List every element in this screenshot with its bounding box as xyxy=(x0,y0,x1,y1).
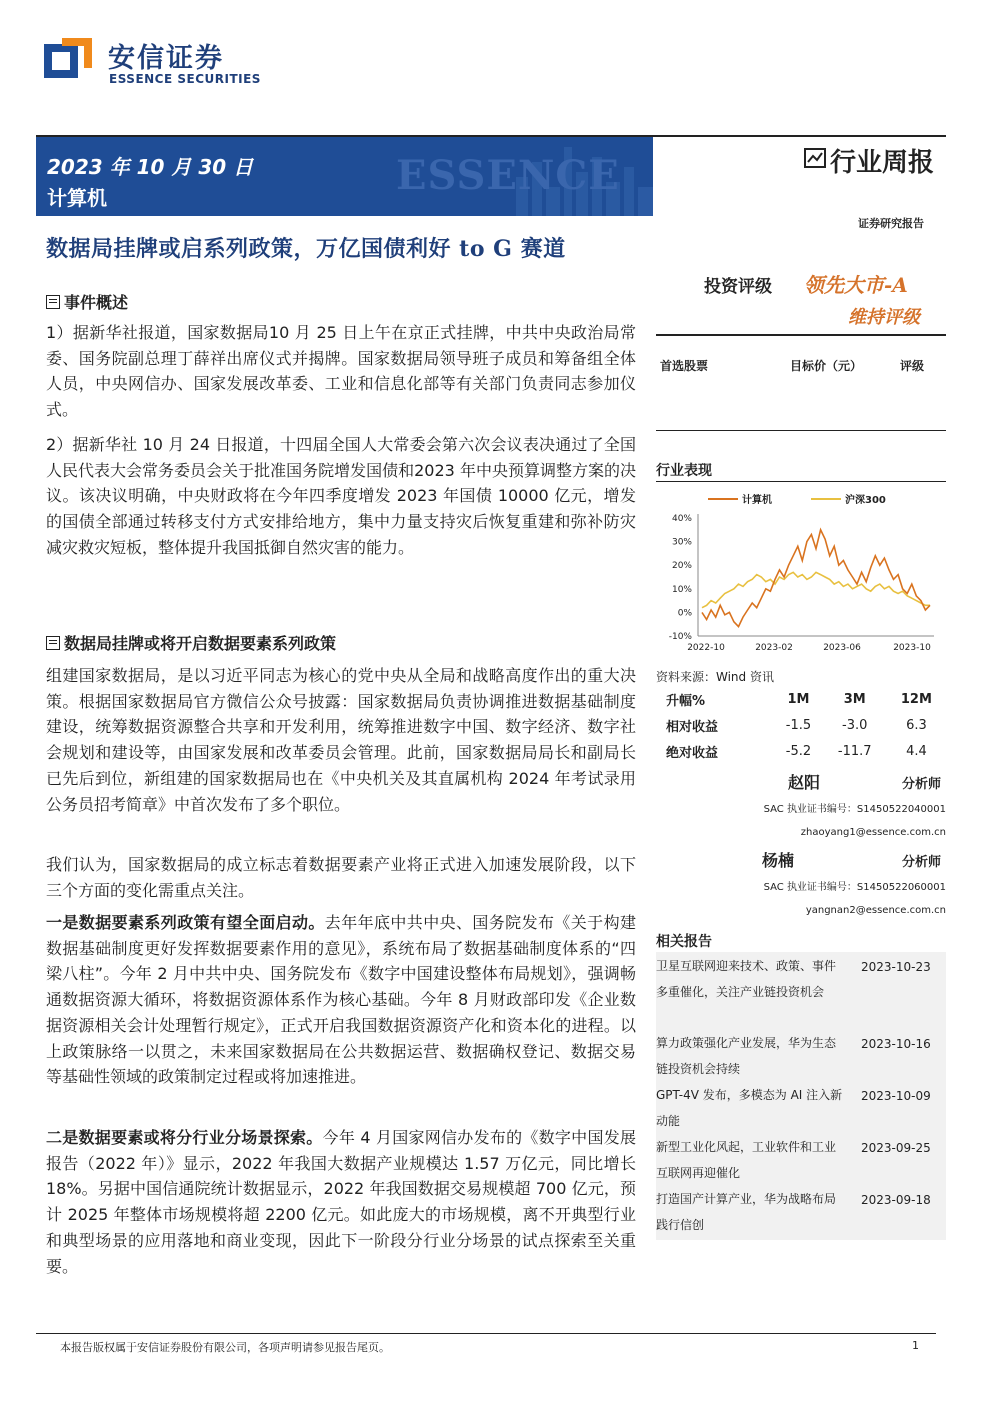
table-cell: 4.4 xyxy=(906,743,927,759)
related-report-date: 2023-10-09 xyxy=(861,1089,931,1103)
report-sector: 计算机 xyxy=(47,186,107,210)
rating-value: 领先大市-A xyxy=(804,273,908,297)
report-kind: 证券研究报告 xyxy=(858,217,924,230)
analyst-title: 分析师 xyxy=(902,777,942,792)
table-cell: 6.3 xyxy=(906,717,927,733)
paragraph: 1）据新华社报道，国家数据局10 月 25 日上午在京正式挂牌，中共中央政治局常委、国务院副总理丁薛祥出席仪式并揭牌。国家数据局领导班子成员和筹备组全体人员，中央网信办、国家发展改革委、工业和信息化部等有关部门负责同志参加仪式。 xyxy=(46,323,636,420)
rating-label: 投资评级 xyxy=(704,277,772,297)
analyst-cert: SAC 执业证书编号：S1450522060001 xyxy=(763,882,946,893)
section-icon xyxy=(46,636,60,650)
divider xyxy=(656,481,946,482)
related-report-date: 2023-10-23 xyxy=(861,960,931,974)
section-heading-events: 事件概述 xyxy=(46,290,128,313)
page-title: 数据局挂牌或启系列政策，万亿国债利好 to G 赛道 xyxy=(46,236,566,262)
table-header: 升幅% xyxy=(666,693,706,709)
related-report-title[interactable]: 打造国产计算产业，华为战略布局践行信创 xyxy=(656,1192,837,1232)
table-cell: -5.2 xyxy=(785,743,812,759)
y-tick-label: -10% xyxy=(668,632,692,642)
stock-col-name: 首选股票 xyxy=(660,359,709,373)
divider xyxy=(656,430,946,431)
table-row xyxy=(656,686,946,712)
analyst-name: 杨楠 xyxy=(762,851,795,870)
legend-label: 沪深300 xyxy=(845,495,886,506)
logo-icon xyxy=(44,38,92,86)
paragraph-lead: 一是数据要素系列政策有望全面启动。 xyxy=(46,913,325,932)
section-heading-data-bureau: 数据局挂牌或将开启数据要素系列政策 xyxy=(46,631,336,654)
analyst-title: 分析师 xyxy=(902,855,942,870)
x-tick-label: 2022-10 xyxy=(687,643,725,653)
related-heading: 相关报告 xyxy=(656,934,712,950)
page-number: 1 xyxy=(912,1339,919,1352)
table-cell: -11.7 xyxy=(837,743,872,759)
x-tick-label: 2023-06 xyxy=(823,643,861,653)
logo-name-en: ESSENCE SECURITIES xyxy=(109,72,261,86)
report-type: 行业周报 xyxy=(830,148,935,178)
table-header: 1M xyxy=(787,691,810,707)
divider xyxy=(656,334,946,336)
analyst-email[interactable]: zhaoyang1@essence.com.cn xyxy=(800,827,946,838)
y-tick-label: 30% xyxy=(671,537,692,548)
table-cell: 相对收益 xyxy=(666,719,719,735)
legend-label: 计算机 xyxy=(742,495,772,506)
y-tick-label: 40% xyxy=(671,514,692,524)
related-report-title[interactable]: 卫星互联网迎来技术、政策、事件多重催化，关注产业链投资机会 xyxy=(656,959,837,999)
table-row xyxy=(656,738,946,764)
related-report-title[interactable]: 算力政策强化产业发展，华为生态链投资机会持续 xyxy=(656,1036,837,1076)
related-report-title[interactable]: GPT-4V 发布，多模态为 AI 注入新动能 xyxy=(656,1088,843,1128)
x-tick-label: 2023-02 xyxy=(755,643,793,653)
returns-table xyxy=(656,686,946,764)
logo-name-cn: 安信证券 xyxy=(108,43,224,74)
y-tick-label: 10% xyxy=(671,584,692,595)
paragraph: 组建国家数据局，是以习近平同志为核心的党中央从全局和战略高度作出的重大决策。根据国家数据局官方微信公众号披露：国家数据局负责协调推进数据基础制度建设，统筹数据资源整合共享和开发利用，统筹推进数字中国、数字经济、数字社会规划和建设等，由国家发展和改革委员会管理。此前，国家数据局局长和副局长已先后到位，新组建的国家数据局也在《中央机关及其直属机构 2024 年考试录用公务员招考简章》中首次发布了多个职位。 xyxy=(46,666,636,814)
data-source: 资料来源：Wind 资讯 xyxy=(656,670,774,684)
report-date: 2023 年 10 月 30 日 xyxy=(47,155,254,179)
table-cell: -1.5 xyxy=(785,717,812,733)
performance-chart xyxy=(656,484,938,662)
x-tick-label: 2023-10 xyxy=(893,643,931,653)
y-tick-label: 0% xyxy=(677,608,692,619)
rating-status: 维持评级 xyxy=(848,307,920,328)
table-header: 12M xyxy=(900,691,932,707)
paragraph: 一是数据要素系列政策有望全面启动。去年年底中共中央、国务院发布《关于构建数据基础制度更好发挥数据要素作用的意见》，系统布局了数据基础制度体系的“四梁八柱”。今年 2 月中共中央、国务院发布《数字中国建设整体布局规划》，强调畅通数据资源大循环，将数据资源体系作为核心基础。今年 8 月财政部印发《企业数据资源相关会计处理暂行规定》，正式开启我国数据资源资产化和资本化的进程。以上政策脉络一以贯之，未来国家数据局在公共数据运营、数据确权登记、数据交易等基础性领域的政策制定过程或将加速推进。 xyxy=(46,913,636,1087)
related-report-date: 2023-09-25 xyxy=(861,1141,931,1155)
table-header: 3M xyxy=(843,691,866,707)
banner-watermark: ESSENCE xyxy=(396,152,620,199)
paragraph-lead: 二是数据要素或将分行业分场景探索。 xyxy=(46,1128,323,1147)
section-icon xyxy=(46,295,60,309)
paragraph: 我们认为，国家数据局的成立标志着数据要素产业将正式进入加速发展阶段，以下三个方面的变化需重点关注。 xyxy=(46,855,636,900)
paragraph: 2）据新华社 10 月 24 日报道，十四届全国人大常委会第六次会议表决通过了全国人民代表大会常务委员会关于批准国务院增发国债和2023 年中央预算调整方案的决议。该决议明确，中央财政将在今年四季度增发 2023 年国债 10000 亿元，增发的国债全部通过转移支付方式安排给地方，集中力量支持灾后恢复重建和弥补防灾减灾救灾短板，整体提升我国抵御自然灾害的能力。 xyxy=(46,435,636,557)
table-row xyxy=(656,712,946,738)
footer-divider xyxy=(36,1333,936,1334)
performance-heading: 行业表现 xyxy=(656,463,712,479)
analyst-email[interactable]: yangnan2@essence.com.cn xyxy=(805,905,946,916)
related-report-title[interactable]: 新型工业化风起，工业软件和工业互联网再迎催化 xyxy=(656,1140,837,1180)
table-cell: 绝对收益 xyxy=(666,745,719,761)
analyst-cert: SAC 执业证书编号：S1450522040001 xyxy=(763,804,946,815)
related-report-date: 2023-09-18 xyxy=(861,1193,931,1207)
paragraph: 二是数据要素或将分行业分场景探索。今年 4 月国家网信办发布的《数字中国发展报告（2022 年）》显示，2022 年我国大数据产业规模达 1.57 万亿元，同比增长 18%。另据中国信通院统计数据显示，2022 年我国数据交易规模超 700 亿元，预计 2025 年整体市场规模将超 2200 亿元。如此庞大的市场规模，离不开典型行业和典型场景的应用落地和商业变现，因此下一阶段分行业分场景的试点探索至关重要。 xyxy=(46,1128,636,1276)
analyst-name: 赵阳 xyxy=(788,773,821,792)
footer-disclaimer: 本报告版权属于安信证券股份有限公司，各项声明请参见报告尾页。 xyxy=(60,1341,390,1354)
series-line xyxy=(702,530,930,627)
stock-col-rating: 评级 xyxy=(900,359,925,373)
related-report-date: 2023-10-16 xyxy=(861,1037,931,1051)
table-cell: -3.0 xyxy=(842,717,868,733)
chart-icon xyxy=(804,148,826,168)
y-tick-label: 20% xyxy=(671,561,692,572)
stock-col-target: 目标价（元） xyxy=(790,359,863,373)
